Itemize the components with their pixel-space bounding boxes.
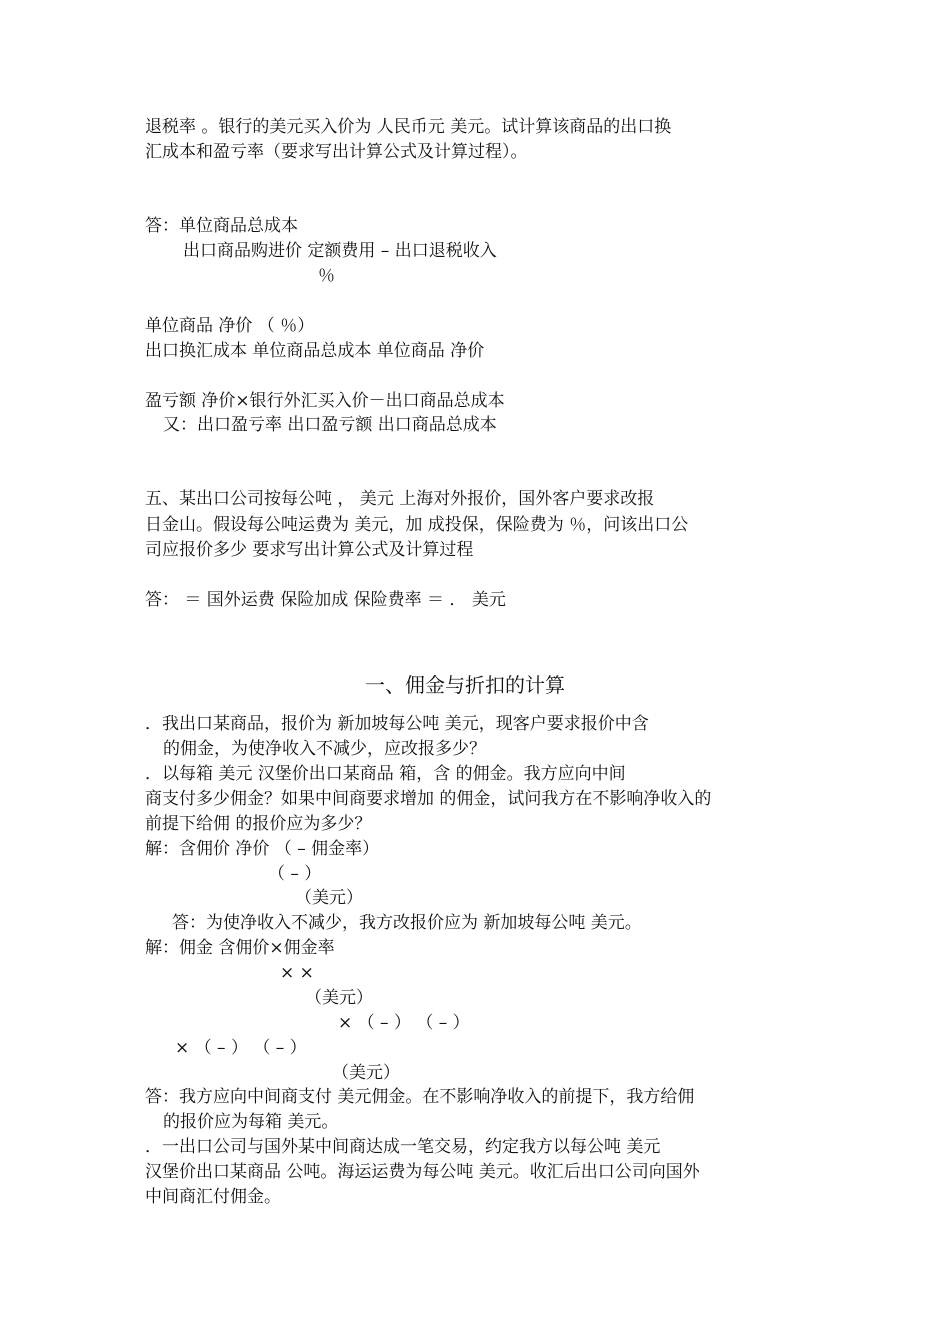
text-line: ．以每箱 美元 汉堡价出口某商品 箱，含 的佣金。我方应向中间 bbox=[145, 764, 626, 784]
text-line: 解：含佣价 净价 （ – 佣金率） bbox=[145, 839, 380, 859]
text-line: 单位商品 净价 （ ％） bbox=[145, 316, 315, 336]
text-line: 中间商汇付佣金。 bbox=[145, 1187, 281, 1207]
text-line: 答： ＝ 国外运费 保险加成 保险费率 ＝ ． 美元 bbox=[145, 590, 506, 610]
text-line: 的报价应为每箱 美元。 bbox=[163, 1112, 339, 1132]
text-line: （美元） bbox=[332, 1063, 400, 1083]
text-line: ．我出口某商品，报价为 新加坡每公吨 美元，现客户要求报价中含 bbox=[145, 714, 649, 734]
text-line: 日金山。假设每公吨运费为 美元，加 成投保，保险费为 ％，问该出口公 bbox=[145, 515, 689, 535]
text-line: ％ bbox=[318, 266, 335, 286]
section-heading: 一、佣金与折扣的计算 bbox=[365, 673, 565, 697]
text-line: × （ – ） （ – ） bbox=[175, 1038, 307, 1058]
text-line: 退税率 。银行的美元买入价为 人民币元 美元。试计算该商品的出口换 bbox=[145, 117, 672, 137]
text-line: × （ – ） （ – ） bbox=[338, 1013, 470, 1033]
text-line: 汇成本和盈亏率（要求写出计算公式及计算过程）。 bbox=[145, 142, 528, 162]
text-line: 又：出口盈亏率 出口盈亏额 出口商品总成本 bbox=[163, 415, 497, 435]
text-line: 答：单位商品总成本 bbox=[145, 216, 298, 236]
text-line: 司应报价多少 要求写出计算公式及计算过程 bbox=[145, 540, 474, 560]
text-line: 盈亏额 净价×银行外汇买入价－出口商品总成本 bbox=[145, 391, 505, 411]
text-line: 解：佣金 含佣价×佣金率 bbox=[145, 938, 335, 958]
text-line: （美元） bbox=[305, 988, 373, 1008]
text-line: 答：为使净收入不减少，我方改报价应为 新加坡每公吨 美元。 bbox=[172, 913, 642, 933]
text-line: 五、某出口公司按每公吨 ， 美元 上海对外报价，国外客户要求改报 bbox=[145, 489, 655, 509]
text-line: × × bbox=[280, 963, 314, 983]
text-line: 的佣金，为使净收入不减少，应改报多少？ bbox=[163, 739, 486, 759]
text-line: 商支付多少佣金？如果中间商要求增加 的佣金，试问我方在不影响净收入的 bbox=[145, 789, 712, 809]
text-line: 汉堡价出口某商品 公吨。海运运费为每公吨 美元。收汇后出口公司向国外 bbox=[145, 1162, 700, 1182]
text-line: 出口商品购进价 定额费用 – 出口退税收入 bbox=[183, 241, 497, 261]
text-line: （ – ） bbox=[268, 864, 322, 884]
text-line: 出口换汇成本 单位商品总成本 单位商品 净价 bbox=[145, 341, 485, 361]
text-line: ．一出口公司与国外某中间商达成一笔交易，约定我方以每公吨 美元 bbox=[145, 1137, 661, 1157]
text-line: （美元） bbox=[295, 888, 363, 908]
text-line: 前提下给佣 的报价应为多少？ bbox=[145, 814, 372, 834]
text-line: 答：我方应向中间商支付 美元佣金。在不影响净收入的前提下，我方给佣 bbox=[145, 1087, 695, 1107]
